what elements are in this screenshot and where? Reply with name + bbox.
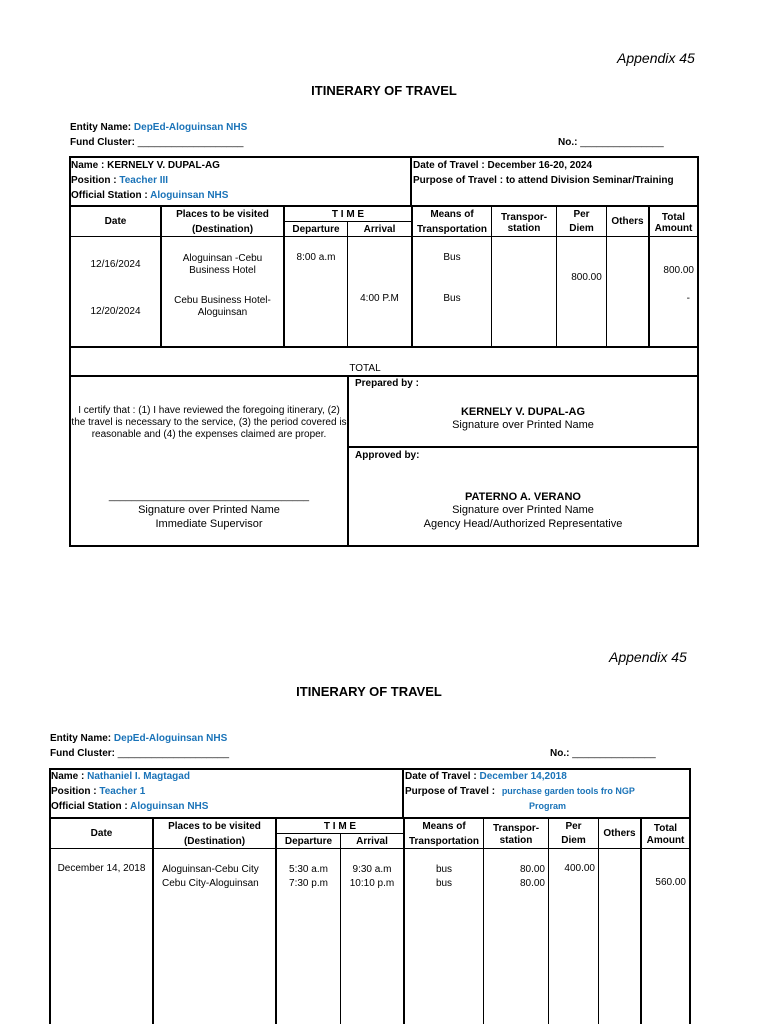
supervisor-signature-line: ____________________________________ <box>108 491 310 502</box>
official-station <box>71 190 228 201</box>
traveler-name <box>51 771 190 782</box>
row2-place-line2: Aloguinsan <box>197 307 248 318</box>
row1-total: 560.00 <box>655 877 686 888</box>
col-total-line1: Total <box>661 212 686 223</box>
date-travel-value: December 16-20, 2024 <box>487 160 593 171</box>
col-means-line1: Means of <box>422 821 466 832</box>
row1-arrival-line2: 10:10 p.m <box>349 878 395 889</box>
col-means-line2: Transportation <box>416 224 487 235</box>
entity-name <box>50 733 227 744</box>
row1-total: 800.00 <box>663 265 694 276</box>
col-departure: Departure <box>284 836 333 847</box>
col-transportation <box>484 823 548 847</box>
purpose-of-travel <box>413 175 674 186</box>
entity-value: DepEd-Aloguinsan NHS <box>133 122 248 133</box>
certification-text: I certify that : (1) I have reviewed the foregoing itinerary, (2) the travel is necessary to the service, (3) the period covered is reasonable and (4) the expenses claimed are proper. <box>71 405 347 440</box>
col-places-line1: Places to be visited <box>168 821 261 832</box>
row1-transpo-line1: 80.00 <box>519 864 545 875</box>
position <box>51 786 145 797</box>
row1-means: Bus <box>443 252 461 263</box>
purpose-label: Purpose of Travel : <box>413 175 504 186</box>
row1-place-line1: Aloguinsan-Cebu City <box>162 864 259 875</box>
position-label: Position : <box>51 786 97 797</box>
position-value: Teacher III <box>119 175 169 186</box>
row1-date: 12/16/2024 <box>90 259 141 270</box>
col-places-line1: Places to be visited <box>176 209 269 220</box>
date-travel-label: Date of Travel : <box>405 771 477 782</box>
col-date: Date <box>104 216 127 227</box>
purpose-value-line1: purchase garden tools fro NGP <box>501 786 635 796</box>
col-departure: Departure <box>292 224 340 235</box>
fund-label: Fund Cluster: <box>50 748 115 759</box>
fund-label: Fund Cluster: <box>70 137 135 148</box>
purpose-value: to attend Division Seminar/Training <box>505 175 674 186</box>
row2-total: - <box>686 293 690 304</box>
number-field <box>558 137 664 148</box>
col-per-diem <box>549 820 598 848</box>
col-transpo-line2: station <box>507 223 541 234</box>
col-total <box>650 212 697 234</box>
name-value: KERNELY V. DUPAL-AG <box>107 160 220 171</box>
position <box>71 175 168 186</box>
row1-place-line1: Aloguinsan -Cebu <box>182 253 263 264</box>
official-station <box>51 801 208 812</box>
row1-means <box>405 863 483 891</box>
row2-place-line1: Cebu Business Hotel- <box>174 295 271 306</box>
row1-arrival-line1: 9:30 a.m <box>352 864 392 875</box>
row1-place <box>162 863 275 891</box>
supervisor-signature-label: Signature over Printed Name <box>138 504 280 516</box>
date-travel-value: December 14,2018 <box>479 771 567 782</box>
fund-blank: ____________________ <box>117 748 230 759</box>
number-field <box>550 748 656 759</box>
col-total-line2: Amount <box>646 835 685 846</box>
name-label: Name : <box>51 771 85 782</box>
fund-cluster <box>70 137 243 148</box>
no-label: No.: <box>558 137 578 148</box>
row2-arrival: 4:00 P.M <box>360 293 399 304</box>
approved-by-signature: Signature over Printed Name <box>452 504 594 516</box>
station-value: Aloguinsan NHS <box>150 190 229 201</box>
purpose-label: Purpose of Travel : <box>405 786 496 797</box>
col-transpo-line2: station <box>499 835 533 846</box>
row1-means-line1: bus <box>435 864 453 875</box>
row1-place-line2: Business Hotel <box>189 265 256 276</box>
row1-departure-line2: 7:30 p.m <box>289 878 328 889</box>
col-transpo-line1: Transpor- <box>492 823 540 834</box>
station-label: Official Station : <box>71 190 148 201</box>
name-value: Nathaniel I. Magtagad <box>87 771 190 782</box>
row1-place <box>162 253 283 277</box>
entity-label: Entity Name: <box>70 122 132 133</box>
col-perdiem-line1: Per <box>573 209 590 220</box>
row1-per-diem: 400.00 <box>564 863 595 874</box>
row1-means-line2: bus <box>435 878 453 889</box>
col-time: T I M E <box>331 209 365 220</box>
row1-date: December 14, 2018 <box>57 863 146 874</box>
position-label: Position : <box>71 175 117 186</box>
col-places-line2: (Destination) <box>191 224 254 235</box>
col-places-line2: (Destination) <box>183 836 246 847</box>
date-of-travel <box>405 771 567 782</box>
appendix-label: Appendix 45 <box>609 649 687 665</box>
col-perdiem-line2: Diem <box>569 223 594 234</box>
col-means-line1: Means of <box>430 209 474 220</box>
row1-place-line2: Cebu City-Aloguinsan <box>162 878 259 889</box>
position-value: Teacher 1 <box>99 786 146 797</box>
entity-name <box>70 122 247 133</box>
col-arrival: Arrival <box>363 224 396 235</box>
approved-by-label: Approved by: <box>355 450 420 461</box>
form-title: ITINERARY OF TRAVEL <box>296 684 442 699</box>
fund-blank: ___________________ <box>137 137 244 148</box>
col-per-diem <box>557 208 606 236</box>
col-transportation <box>492 212 556 234</box>
row1-per-diem: 800.00 <box>571 272 602 283</box>
prepared-by-label: Prepared by : <box>355 378 419 389</box>
col-arrival: Arrival <box>356 836 388 847</box>
appendix-label: Appendix 45 <box>617 50 695 66</box>
approved-by-role: Agency Head/Authorized Representative <box>423 518 623 530</box>
row1-departure-line1: 5:30 a.m <box>289 864 328 875</box>
entity-label: Entity Name: <box>50 733 112 744</box>
col-date: Date <box>90 828 113 839</box>
col-time: T I M E <box>323 821 357 832</box>
col-perdiem-line1: Per <box>565 821 582 832</box>
row2-place <box>162 295 283 319</box>
purpose-of-travel <box>405 786 635 797</box>
col-perdiem-line2: Diem <box>561 835 586 846</box>
col-means <box>405 820 483 848</box>
traveler-name <box>71 160 220 171</box>
no-blank: _______________ <box>580 137 664 148</box>
col-places <box>154 820 275 848</box>
station-value: Aloguinsan NHS <box>130 801 209 812</box>
row1-departure <box>277 863 340 891</box>
col-transpo-line1: Transpor- <box>500 212 548 223</box>
no-label: No.: <box>550 748 570 759</box>
name-label: Name : <box>71 160 105 171</box>
col-total <box>642 823 689 847</box>
col-means <box>413 208 491 236</box>
row1-departure: 8:00 a.m <box>296 252 336 263</box>
no-blank: _______________ <box>572 748 656 759</box>
supervisor-role: Immediate Supervisor <box>155 518 263 530</box>
col-places <box>162 208 283 236</box>
prepared-by-name: KERNELY V. DUPAL-AG <box>460 406 586 418</box>
col-others: Others <box>611 216 644 227</box>
approved-by-name: PATERNO A. VERANO <box>465 491 581 503</box>
row2-means: Bus <box>443 293 461 304</box>
row1-transportation <box>484 863 545 891</box>
col-means-line2: Transportation <box>408 836 479 847</box>
row2-date: 12/20/2024 <box>90 306 141 317</box>
row1-arrival <box>341 863 403 891</box>
date-of-travel <box>413 160 592 171</box>
col-total-line1: Total <box>653 823 678 834</box>
col-total-line2: Amount <box>654 223 693 234</box>
form-title: ITINERARY OF TRAVEL <box>311 83 457 98</box>
prepared-by-signature: Signature over Printed Name <box>452 419 594 431</box>
col-others: Others <box>603 828 636 839</box>
fund-cluster <box>50 748 229 759</box>
station-label: Official Station : <box>51 801 128 812</box>
total-label: TOTAL <box>349 363 381 374</box>
purpose-value-line2: Program <box>528 801 566 811</box>
entity-value: DepEd-Aloguinsan NHS <box>113 733 228 744</box>
date-travel-label: Date of Travel : <box>413 160 485 171</box>
row1-transpo-line2: 80.00 <box>519 878 545 889</box>
